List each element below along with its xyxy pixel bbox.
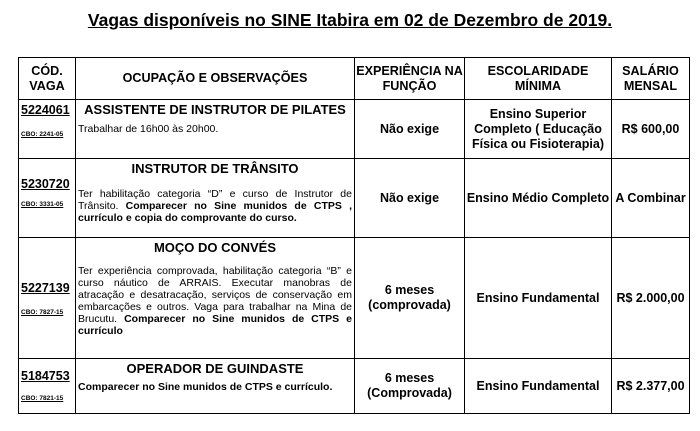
occupation-title: ASSISTENTE DE INSTRUTOR DE PILATES: [84, 102, 346, 117]
vaga-code: 5227139: [21, 281, 70, 295]
escolaridade-cell: Ensino Fundamental: [465, 359, 612, 414]
occupation-text: Ter habilitação categoria “D” e curso de Instrutor de Trânsito. Comparecer no Sine munidos de CTPS , currículo e copia do comprovante do curso.: [78, 188, 352, 224]
salario-cell: R$ 600,00: [612, 100, 690, 159]
cbo-code: CBO: 3331-05: [21, 201, 64, 208]
occupation-title: MOÇO DO CONVÉS: [153, 240, 277, 255]
table-row: [19, 159, 690, 238]
experiencia-cell: 6 meses (Comprovada): [355, 359, 465, 414]
salario-cell: R$ 2.000,00: [612, 238, 690, 359]
occupation-text: Comparecer no Sine munidos de CTPS e currículo.: [78, 381, 333, 393]
page-title: Vagas disponíveis no SINE Itabira em 02 de Dezembro de 2019.: [87, 10, 613, 30]
escolaridade-cell: Ensino Superior Completo ( Educação Física ou Fisioterapia): [465, 100, 612, 159]
vaga-code: 5224061: [21, 103, 70, 117]
occupation-cell: [76, 159, 355, 238]
cbo-code: CBO: 2241-05: [21, 131, 64, 138]
header-cod: CÓD. VAGA: [19, 58, 76, 100]
experiencia-cell: Não exige: [355, 159, 465, 238]
code-cell: [19, 238, 76, 359]
escolaridade-cell: Ensino Médio Completo: [465, 159, 612, 238]
table-row: [19, 359, 690, 414]
vaga-code: 5184753: [21, 369, 70, 383]
experiencia-cell: Não exige: [355, 100, 465, 159]
code-cell: [19, 359, 76, 414]
code-cell: [19, 100, 76, 159]
salario-cell: A Combinar: [612, 159, 690, 238]
vaga-code: 5230720: [21, 177, 70, 191]
table-row: [19, 100, 690, 159]
table-row: [19, 238, 690, 359]
occupation-text: Trabalhar de 16h00 às 20h00.: [78, 123, 219, 135]
salario-cell: R$ 2.377,00: [612, 359, 690, 414]
occupation-text: Ter experiência comprovada, habilitação categoria “B” e curso náutico de ARRAIS. Executar manobras de atracação e desatracação, serviços de conservação em embarcações e outros. Vaga para trabalhar na Mina de Brucutu. Comparecer no Sine munidos de CTPS e currículo: [78, 265, 352, 337]
code-cell: [19, 159, 76, 238]
header-salario: SALÁRIO MENSAL: [612, 58, 690, 100]
experiencia-cell: 6 meses (comprovada): [355, 238, 465, 359]
occupation-title: INSTRUTOR DE TRÂNSITO: [131, 161, 299, 176]
table-header-row: [19, 58, 690, 100]
occupation-cell: [76, 100, 355, 159]
cbo-code: CBO: 7821-15: [21, 395, 64, 402]
header-experiencia: EXPERIÊNCIA NA FUNÇÃO: [355, 58, 465, 100]
cbo-code: CBO: 7827-15: [21, 309, 64, 316]
header-ocupacao: OCUPAÇÃO E OBSERVAÇÕES: [76, 58, 355, 100]
occupation-cell: [76, 238, 355, 359]
header-escolaridade: ESCOLARIDADE MÍNIMA: [465, 58, 612, 100]
occupation-title: OPERADOR DE GUINDASTE: [126, 361, 304, 376]
vagas-table: [18, 57, 690, 414]
escolaridade-cell: Ensino Fundamental: [465, 238, 612, 359]
occupation-cell: [76, 359, 355, 414]
